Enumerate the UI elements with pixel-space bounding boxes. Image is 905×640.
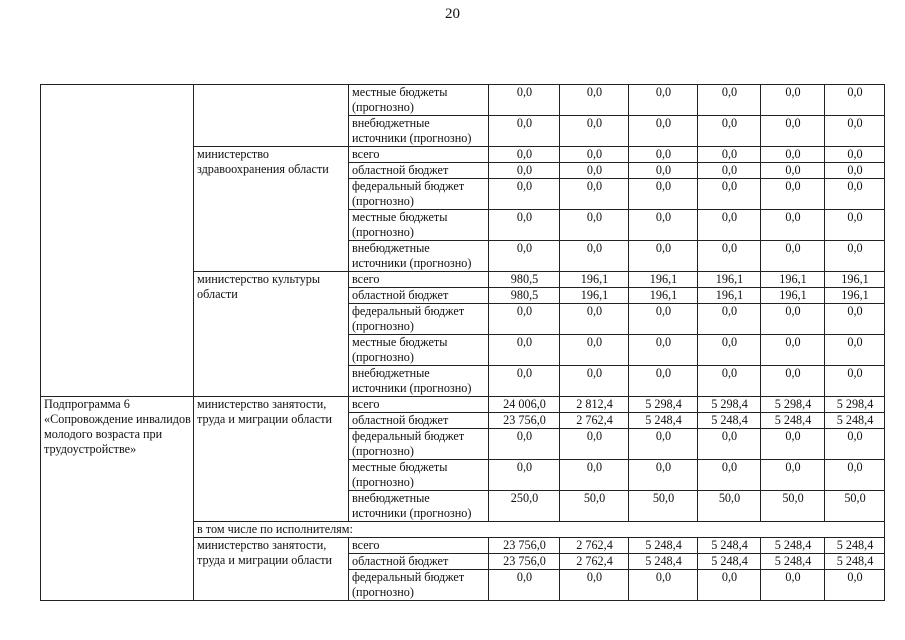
amount-cell: 50,0 — [761, 491, 825, 522]
amount-cell: 0,0 — [761, 241, 825, 272]
amount-cell: 0,0 — [825, 163, 885, 179]
amount-cell: 0,0 — [629, 241, 698, 272]
amount-cell: 5 248,4 — [629, 538, 698, 554]
amount-cell: 0,0 — [560, 335, 629, 366]
amount-cell: 50,0 — [698, 491, 761, 522]
amount-cell: 24 006,0 — [489, 397, 560, 413]
amount-cell: 0,0 — [489, 366, 560, 397]
amount-cell: 0,0 — [761, 116, 825, 147]
amount-cell: 196,1 — [629, 272, 698, 288]
amount-cell: 50,0 — [825, 491, 885, 522]
amount-cell: 250,0 — [489, 491, 560, 522]
funding-source-label: внебюджетные источники (прогнозно) — [349, 366, 489, 397]
amount-cell: 0,0 — [489, 335, 560, 366]
amount-cell: 0,0 — [629, 429, 698, 460]
amount-cell: 0,0 — [825, 241, 885, 272]
amount-cell: 0,0 — [489, 116, 560, 147]
amount-cell: 980,5 — [489, 288, 560, 304]
amount-cell: 0,0 — [560, 85, 629, 116]
amount-cell: 0,0 — [629, 210, 698, 241]
amount-cell: 50,0 — [560, 491, 629, 522]
amount-cell: 0,0 — [560, 304, 629, 335]
funding-source-label: местные бюджеты (прогнозно) — [349, 335, 489, 366]
amount-cell: 196,1 — [560, 272, 629, 288]
amount-cell: 0,0 — [560, 241, 629, 272]
amount-cell: 0,0 — [560, 116, 629, 147]
funding-source-label: местные бюджеты (прогнозно) — [349, 460, 489, 491]
funding-source-label: областной бюджет — [349, 413, 489, 429]
amount-cell: 5 248,4 — [761, 554, 825, 570]
amount-cell: 0,0 — [489, 241, 560, 272]
funding-source-label: областной бюджет — [349, 554, 489, 570]
amount-cell: 196,1 — [560, 288, 629, 304]
amount-cell: 0,0 — [698, 210, 761, 241]
funding-source-label: федеральный бюджет (прогнозно) — [349, 179, 489, 210]
funding-source-label: местные бюджеты (прогнозно) — [349, 85, 489, 116]
funding-source-label: федеральный бюджет (прогнозно) — [349, 304, 489, 335]
funding-source-label: внебюджетные источники (прогнозно) — [349, 241, 489, 272]
funding-source-label: федеральный бюджет (прогнозно) — [349, 429, 489, 460]
amount-cell: 0,0 — [698, 460, 761, 491]
amount-cell: 2 762,4 — [560, 413, 629, 429]
amount-cell: 5 298,4 — [825, 397, 885, 413]
amount-cell: 0,0 — [629, 460, 698, 491]
amount-cell: 0,0 — [825, 429, 885, 460]
amount-cell: 2 812,4 — [560, 397, 629, 413]
amount-cell: 0,0 — [489, 85, 560, 116]
amount-cell: 0,0 — [761, 429, 825, 460]
amount-cell: 0,0 — [489, 163, 560, 179]
amount-cell: 0,0 — [825, 210, 885, 241]
amount-cell: 5 248,4 — [698, 413, 761, 429]
amount-cell: 0,0 — [825, 85, 885, 116]
amount-cell: 0,0 — [825, 460, 885, 491]
table-row — [41, 85, 885, 116]
amount-cell: 0,0 — [629, 304, 698, 335]
amount-cell: 0,0 — [629, 116, 698, 147]
amount-cell: 50,0 — [629, 491, 698, 522]
amount-cell: 0,0 — [560, 429, 629, 460]
amount-cell: 196,1 — [761, 288, 825, 304]
executor-cell: министерство культуры области — [194, 272, 349, 397]
amount-cell: 0,0 — [698, 570, 761, 601]
amount-cell: 0,0 — [761, 179, 825, 210]
table-row — [41, 397, 885, 413]
amount-cell: 0,0 — [698, 163, 761, 179]
budget-table — [40, 84, 885, 601]
amount-cell: 196,1 — [698, 272, 761, 288]
executor-cell: министерство занятости, труда и миграции области — [194, 538, 349, 601]
funding-source-label: всего — [349, 538, 489, 554]
amount-cell: 196,1 — [761, 272, 825, 288]
amount-cell: 0,0 — [761, 335, 825, 366]
amount-cell: 5 298,4 — [761, 397, 825, 413]
amount-cell: 0,0 — [489, 304, 560, 335]
amount-cell: 0,0 — [698, 304, 761, 335]
amount-cell: 0,0 — [761, 210, 825, 241]
amount-cell: 0,0 — [629, 570, 698, 601]
amount-cell: 2 762,4 — [560, 538, 629, 554]
funding-source-label: внебюджетные источники (прогнозно) — [349, 491, 489, 522]
executor-cell: министерство занятости, труда и миграции области — [194, 397, 349, 522]
amount-cell: 0,0 — [761, 570, 825, 601]
amount-cell: 0,0 — [761, 163, 825, 179]
amount-cell: 0,0 — [629, 85, 698, 116]
amount-cell: 196,1 — [629, 288, 698, 304]
amount-cell: 0,0 — [629, 179, 698, 210]
amount-cell: 2 762,4 — [560, 554, 629, 570]
amount-cell: 0,0 — [629, 147, 698, 163]
amount-cell: 5 298,4 — [629, 397, 698, 413]
amount-cell: 0,0 — [629, 335, 698, 366]
program-cell — [41, 85, 194, 397]
amount-cell: 0,0 — [560, 147, 629, 163]
amount-cell: 0,0 — [698, 366, 761, 397]
amount-cell: 0,0 — [489, 147, 560, 163]
amount-cell: 0,0 — [825, 116, 885, 147]
funding-source-label: всего — [349, 147, 489, 163]
program-cell: Подпрограмма 6 «Сопровождение инвалидов молодого возраста при трудоустройстве» — [41, 397, 194, 601]
amount-cell: 0,0 — [698, 179, 761, 210]
amount-cell: 0,0 — [560, 179, 629, 210]
amount-cell: 5 298,4 — [698, 397, 761, 413]
funding-source-label: областной бюджет — [349, 288, 489, 304]
amount-cell: 0,0 — [489, 570, 560, 601]
executor-cell — [194, 85, 349, 147]
amount-cell: 0,0 — [761, 366, 825, 397]
amount-cell: 0,0 — [825, 570, 885, 601]
amount-cell: 5 248,4 — [629, 554, 698, 570]
amount-cell: 0,0 — [761, 460, 825, 491]
amount-cell: 5 248,4 — [698, 538, 761, 554]
funding-source-label: всего — [349, 397, 489, 413]
amount-cell: 0,0 — [629, 163, 698, 179]
amount-cell: 0,0 — [761, 85, 825, 116]
amount-cell: 0,0 — [698, 116, 761, 147]
amount-cell: 196,1 — [698, 288, 761, 304]
amount-cell: 23 756,0 — [489, 413, 560, 429]
funding-source-label: местные бюджеты (прогнозно) — [349, 210, 489, 241]
amount-cell: 23 756,0 — [489, 554, 560, 570]
amount-cell: 196,1 — [825, 288, 885, 304]
executor-cell: министерство здравоохранения области — [194, 147, 349, 272]
amount-cell: 0,0 — [698, 85, 761, 116]
amount-cell: 0,0 — [489, 460, 560, 491]
funding-source-label: внебюджетные источники (прогнозно) — [349, 116, 489, 147]
amount-cell: 0,0 — [825, 335, 885, 366]
amount-cell: 0,0 — [825, 366, 885, 397]
amount-cell: 0,0 — [825, 147, 885, 163]
amount-cell: 0,0 — [489, 179, 560, 210]
amount-cell: 0,0 — [761, 304, 825, 335]
page-number: 20 — [445, 6, 460, 22]
amount-cell: 0,0 — [560, 570, 629, 601]
amount-cell: 0,0 — [761, 147, 825, 163]
amount-cell: 0,0 — [698, 429, 761, 460]
funding-source-label: областной бюджет — [349, 163, 489, 179]
amount-cell: 0,0 — [698, 147, 761, 163]
amount-cell: 196,1 — [825, 272, 885, 288]
amount-cell: 0,0 — [489, 210, 560, 241]
amount-cell: 0,0 — [825, 179, 885, 210]
amount-cell: 0,0 — [489, 429, 560, 460]
amount-cell: 5 248,4 — [825, 538, 885, 554]
amount-cell: 0,0 — [698, 241, 761, 272]
amount-cell: 0,0 — [560, 366, 629, 397]
amount-cell: 5 248,4 — [761, 413, 825, 429]
amount-cell: 0,0 — [560, 460, 629, 491]
amount-cell: 980,5 — [489, 272, 560, 288]
amount-cell: 0,0 — [825, 304, 885, 335]
amount-cell: 0,0 — [698, 335, 761, 366]
funding-source-label: всего — [349, 272, 489, 288]
amount-cell: 5 248,4 — [825, 554, 885, 570]
amount-cell: 5 248,4 — [761, 538, 825, 554]
subheading: в том числе по исполнителям: — [194, 522, 885, 538]
amount-cell: 0,0 — [560, 210, 629, 241]
amount-cell: 5 248,4 — [698, 554, 761, 570]
funding-source-label: федеральный бюджет (прогнозно) — [349, 570, 489, 601]
amount-cell: 0,0 — [560, 163, 629, 179]
amount-cell: 0,0 — [629, 366, 698, 397]
amount-cell: 5 248,4 — [825, 413, 885, 429]
amount-cell: 5 248,4 — [629, 413, 698, 429]
amount-cell: 23 756,0 — [489, 538, 560, 554]
